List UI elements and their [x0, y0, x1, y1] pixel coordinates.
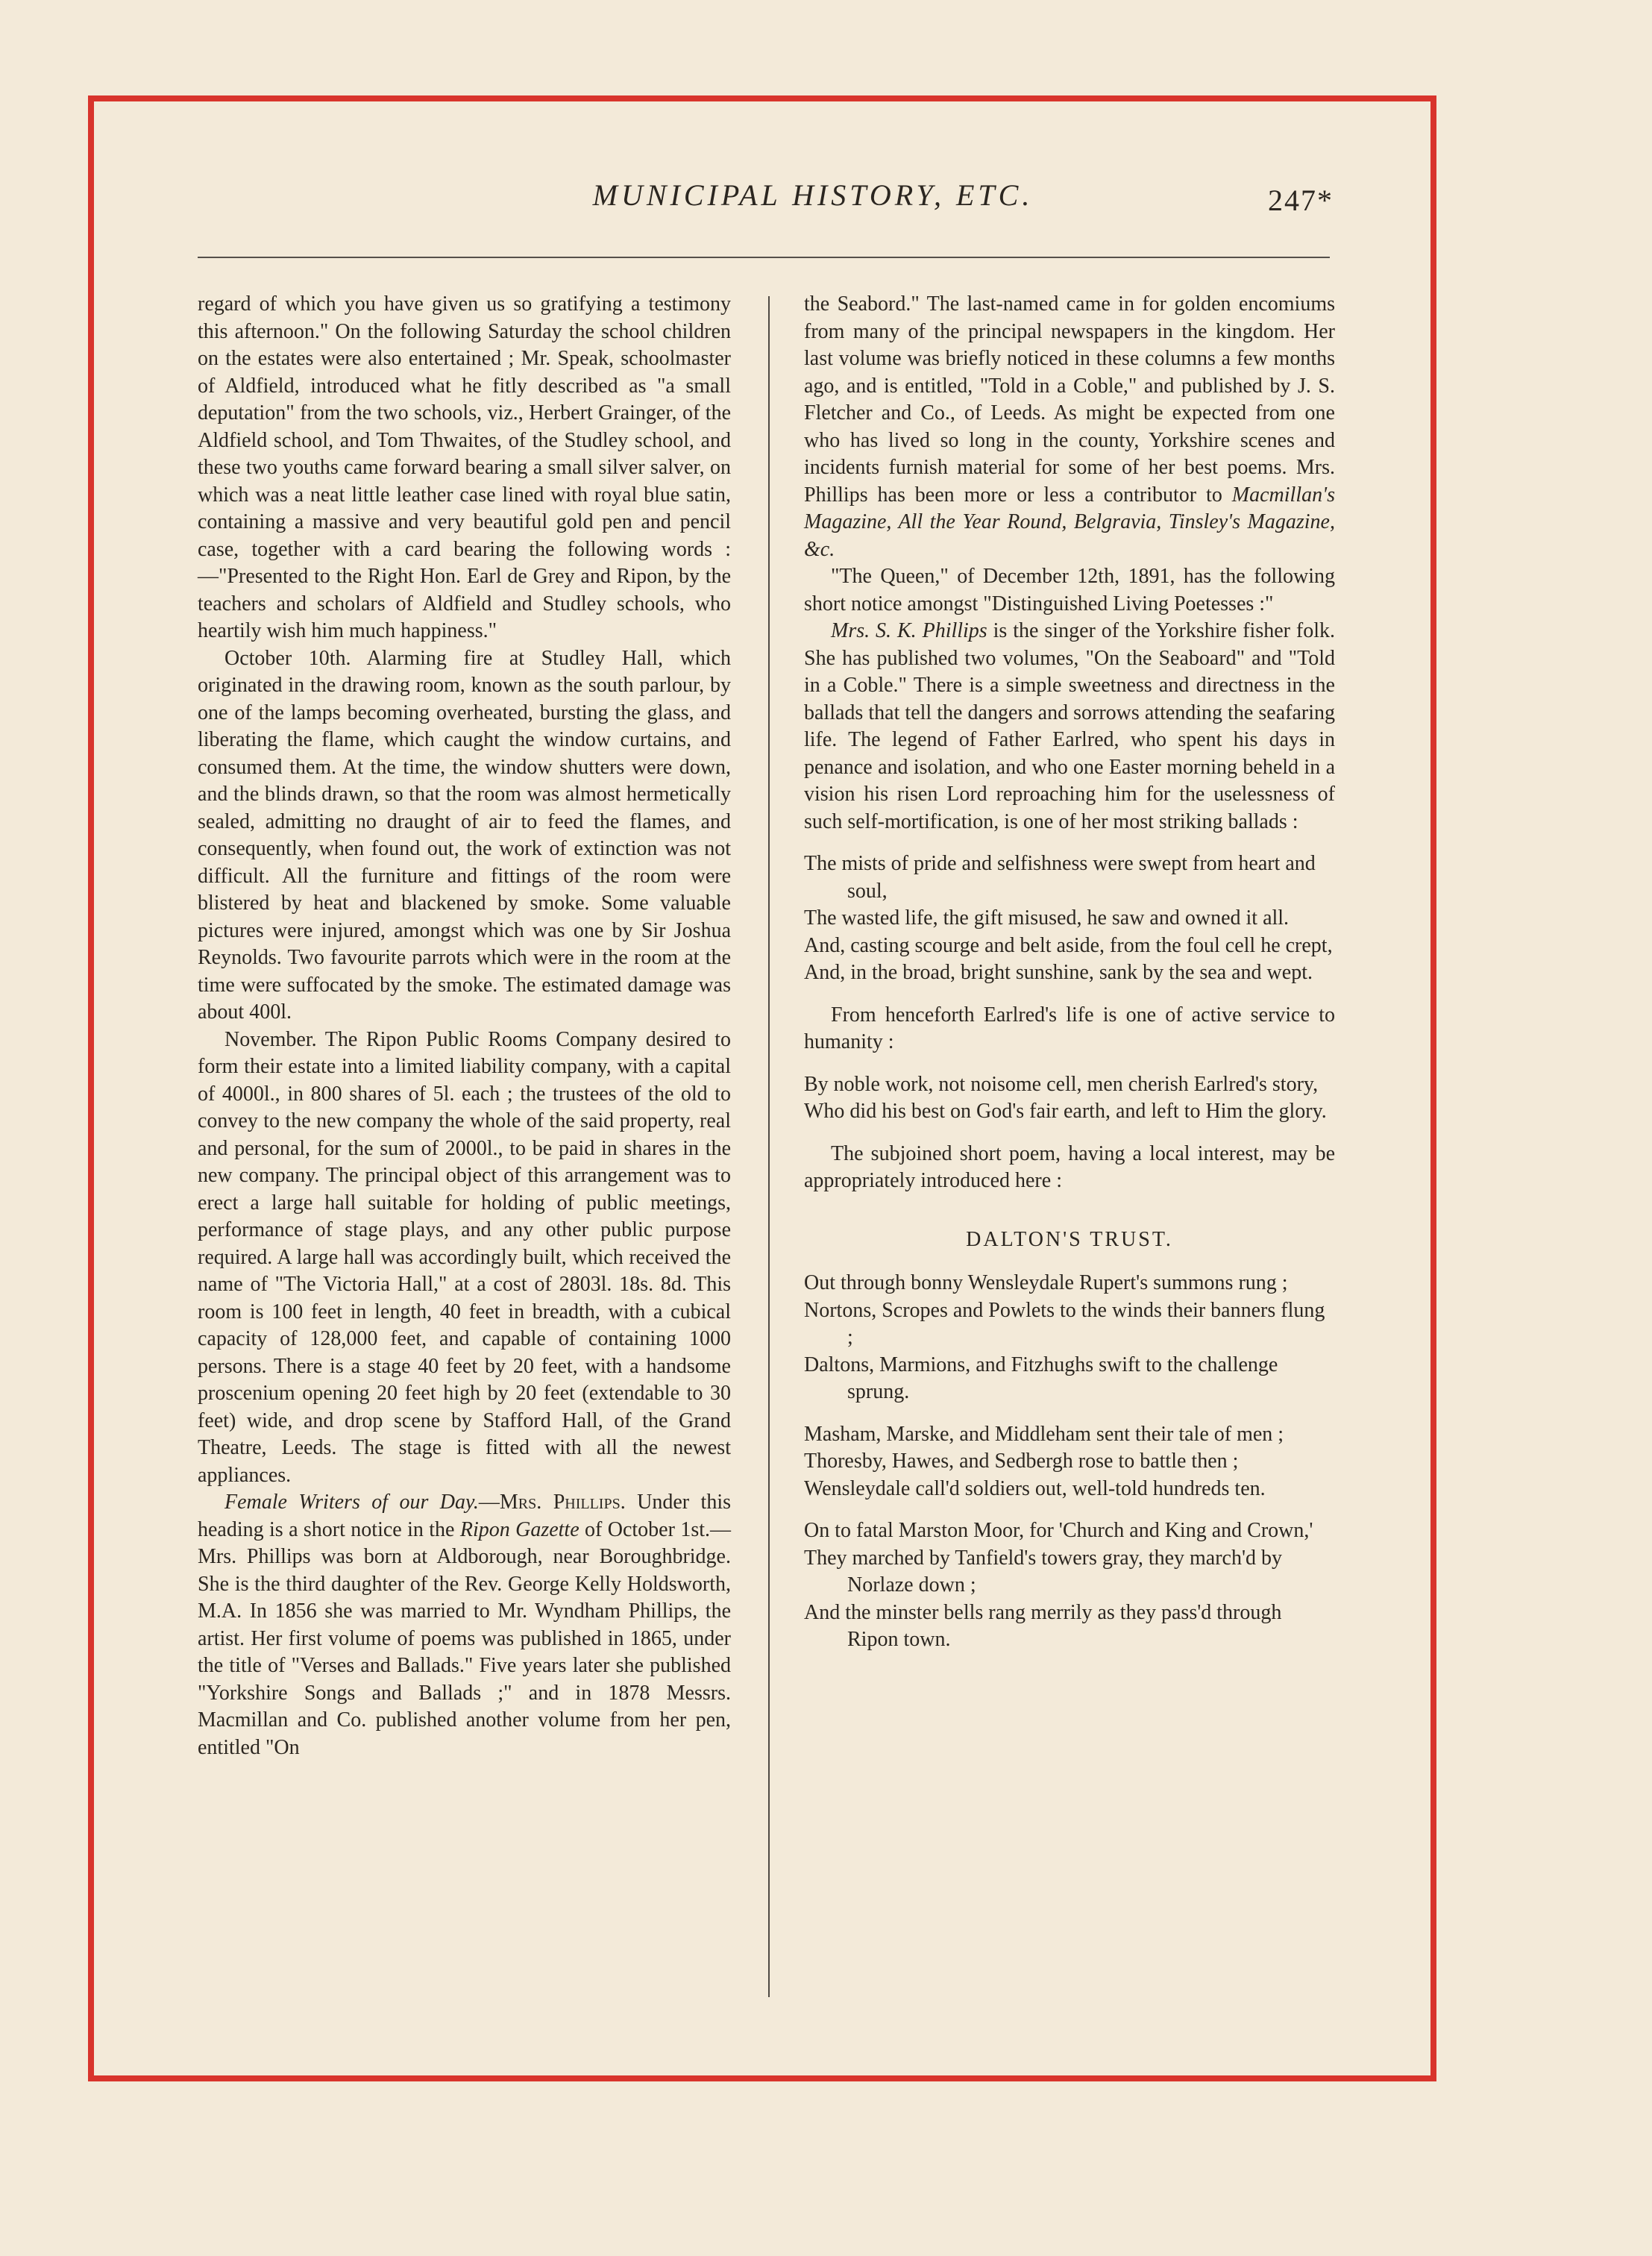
- author-name: Mrs. Phillips.: [499, 1491, 626, 1514]
- paragraph: "The Queen," of December 12th, 1891, has the following short notice amongst "Distinguished Living Poetesses :": [804, 565, 1335, 615]
- poem-stanza: [804, 850, 1335, 987]
- text-run: of October 1st.—Mrs. Phillips was born at Aldborough, near Boroughbridge. She is the third daughter of the Rev. George Kelly Holdsworth, M.A. In 1856 she was married to Mr. Wyndham Phillips, the artist. Her first volume of poems was published in 1865, under the title of "Verses and Ballads." Five years later she published "Yorkshire Songs and Ballads ;" and in 1878 Messrs. Macmillan and Co. published another volume from her pen, entitled "On: [198, 1517, 731, 1759]
- paragraph: From henceforth Earlred's life is one of active service to humanity :: [804, 1003, 1335, 1053]
- poem-stanza: [804, 1071, 1335, 1126]
- column-divider: [768, 296, 770, 1997]
- poem-line: Masham, Marske, and Middleham sent their tale of men ;: [804, 1422, 1284, 1446]
- text-run: the Seabord." The last-named came in for golden encomiums from many of the principal newspapers in the kingdom. Her last volume was briefly noticed in these columns a few months ago, and is entitled, "Told in a Coble," and published by J. S. Fletcher and Co., of Leeds. As might be expected from one who has lived so long in the county, Yorkshire scenes and incidents furnish material for some of her best poems. Mrs. Phillips has been more or less a contributor to: [804, 292, 1335, 507]
- poem-line: And, in the broad, bright sunshine, sank by the sea and wept.: [804, 961, 1313, 984]
- dash: —: [478, 1491, 500, 1514]
- poem-line: On to fatal Marston Moor, for 'Church and King and Crown,': [804, 1519, 1313, 1542]
- poem-line: By noble work, not noisome cell, men cherish Earlred's story,: [804, 1072, 1319, 1096]
- poem-stanza: [804, 1421, 1335, 1503]
- publication-title: Ripon Gazette: [459, 1517, 580, 1541]
- poem-stanza: [804, 1517, 1335, 1654]
- poem-line: And the minster bells rang merrily as they pass'd through Ripon town.: [804, 1600, 1282, 1651]
- paragraph: [804, 291, 1335, 563]
- text-run: Under this heading is a short notice in the: [198, 1491, 731, 1541]
- poem-line: Wensleydale call'd soldiers out, well-told hundreds ten.: [804, 1476, 1266, 1500]
- magazine-list: Macmillan's Magazine, All the Year Round, Belgravia, Tinsley's Magazine, &c.: [804, 483, 1335, 561]
- poem-line: Thoresby, Hawes, and Sedbergh rose to battle then ;: [804, 1450, 1239, 1473]
- paragraph: The subjoined short poem, having a local interest, may be appropriately introduced here :: [804, 1141, 1335, 1192]
- poem-line: They marched by Tanfield's towers gray, they march'd by Norlaze down ;: [804, 1546, 1283, 1597]
- paragraph: [804, 618, 1335, 836]
- section-heading: Female Writers of our Day.: [224, 1491, 479, 1514]
- text-run: is the singer of the Yorkshire fisher folk. She has published two volumes, "On the Seaboard" and "Told in a Coble." There is a simple sweetness and directness in the ballads that tell the dangers and sorrows attending the seafaring life. The legend of Father Earlred, who spent his days in penance and isolation, and who one Easter morning beheld in a vision his risen Lord reproaching him for the uselessness of such self-mortification, is one of her most striking ballads :: [804, 619, 1336, 833]
- poem-line: And, casting scourge and belt aside, from the foul cell he crept,: [804, 933, 1333, 957]
- paragraph: October 10th. Alarming fire at Studley Hall, which originated in the drawing room, known as the south parlour, by one of the lamps becoming overheated, bursting the glass, and liberating the flame, which caught the window curtains, and consumed them. At the time, the window shutters were down, and the blinds drawn, so that the room was almost hermetically sealed, admitting no draught of air to feed the flames, and consequently, when found out, the work of extinction was not difficult. All the furniture and fittings of the room were blistered by heat and blackened by smoke. Some valuable pictures were injured, amongst which was one by Sir Joshua Reynolds. Two favourite parrots which were in the room at the time were suffocated by the smoke. The estimated damage was about 400l.: [198, 646, 731, 1024]
- paragraph: [198, 1489, 731, 1761]
- paragraph: regard of which you have given us so gratifying a testimony this afternoon." On the following Saturday the school children on the estates were also entertained ; Mr. Speak, schoolmaster of Aldfield, introduced what he fitly described as "a small deputation" from the two schools, viz., Herbert Grainger, of the Aldfield school, and Tom Thwaites, of the Studley school, and these two youths came forward bearing a small silver salver, on which was a neat little leather case lined with royal blue satin, containing a massive and very beautiful gold pen and pencil case, together with a card bearing the following words :—"Presented to the Right Hon. Earl de Grey and Ripon, by the teachers and scholars of Aldfield and Studley schools, who heartily wish him much happiness.": [198, 292, 731, 642]
- left-column: [198, 291, 731, 1761]
- poem-stanza: [804, 1270, 1335, 1406]
- running-head: MUNICIPAL HISTORY, ETC.: [592, 178, 1034, 212]
- poem-line: The mists of pride and selfishness were swept from heart and soul,: [804, 852, 1316, 903]
- poem-line: Out through bonny Wensleydale Rupert's summons rung ;: [804, 1271, 1288, 1294]
- page-number: 247*: [1268, 184, 1334, 217]
- poem-line: Daltons, Marmions, and Fitzhughs swift to the challenge sprung.: [804, 1353, 1278, 1403]
- poem-line: Who did his best on God's fair earth, and left to Him the glory.: [804, 1100, 1327, 1123]
- poem-title: DALTON'S TRUST.: [966, 1227, 1173, 1251]
- right-column: [804, 291, 1335, 1669]
- poem-line: The wasted life, the gift misused, he saw and owned it all.: [804, 906, 1290, 930]
- paragraph: November. The Ripon Public Rooms Company desired to form their estate into a limited liability company, with a capital of 4000l., in 800 shares of 5l. each ; the trustees of the old to convey to the new company the whole of the said property, real and personal, for the sum of 2000l., to be paid in shares in the new company. The principal object of this arrangement was to erect a large hall suitable for holding of public meetings, performance of stage plays, and any other public purpose required. A large hall was accordingly built, which received the name of "The Victoria Hall," at a cost of 2803l. 18s. 8d. This room is 100 feet in length, 40 feet in breadth, with a cubical capacity of 128,000 feet, and capable of containing 1000 persons. There is a stage 40 feet by 20 feet, with a handsome proscenium opening 20 feet high by 20 feet (extendable to 30 feet) wide, and drop scene by Stafford Hall, of the Grand Theatre, Leeds. The stage is fitted with all the newest appliances.: [198, 1027, 731, 1487]
- poem-line: Nortons, Scropes and Powlets to the winds their banners flung ;: [804, 1298, 1325, 1349]
- author-name: Mrs. S. K. Phillips: [831, 619, 987, 642]
- header-rule: [198, 257, 1330, 258]
